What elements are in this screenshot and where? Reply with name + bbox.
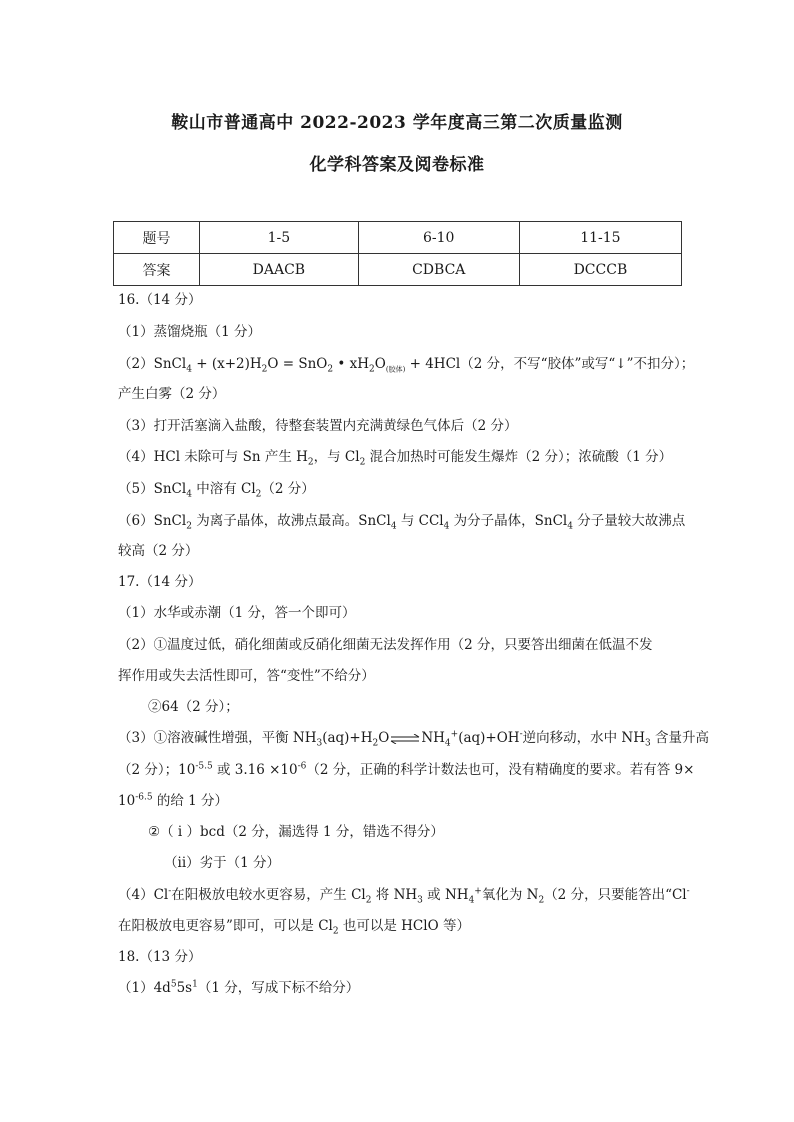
q16-part2-cont: 产生白雾（2 分） <box>118 386 226 402</box>
q16-heading: 16.（14 分） <box>118 292 202 308</box>
q17-part4: （4）Cl-在阳极放电较水更容易，产生 $Cl_2$ 将 $NH_3$ 或 $NH_4^+$氧化为 $N_2(2$ 分，只要能答出“Cl- <box>118 886 690 906</box>
q17-part3-cont2: $10^{-6.5}$ 的给 1 分） <box>118 792 229 809</box>
q16-part2: （2）SnCl$_4$ + $(x+2)H_2O = SnO_2$ • $xH_2O_{(胶体)} + 4HCl(2$ 分，不写“胶体”或写“↓”不扣分）； <box>118 356 695 375</box>
q18-part1: $(1)4d^55s^1(1$ 分，写成下标不给分） <box>118 979 360 996</box>
table-cell: 11-15 <box>519 222 681 254</box>
table-header-row <box>114 222 682 254</box>
q16-part3: （3）打开活塞滴入盐酸，待整套装置内充满黄绿色气体后（2 分） <box>118 418 518 434</box>
q16-part6: （6）SnCl$_2$ 为离子晶体，故沸点最高。SnCl$_4$ 与 CCl$_4$ 为分子晶体，SnCl$_4$ 分子量较大故沸点 <box>118 513 686 532</box>
answer-table <box>113 221 682 286</box>
table-cell: 答案 <box>114 254 200 286</box>
table-cell: CDBCA <box>358 254 519 286</box>
q17-part3-sub-i: ②（ i ）bcd（2 分，漏选得 1 分，错选不得分） <box>148 824 444 840</box>
q17-part2-sub2: ②64（2 分）； <box>148 699 239 715</box>
table-row <box>114 254 682 286</box>
q17-heading: 17.（14 分） <box>118 574 202 590</box>
table-cell: 6-10 <box>358 222 519 254</box>
q18-heading: 18.（13 分） <box>118 949 202 965</box>
equilibrium-arrow-icon <box>390 734 420 744</box>
table-cell: 1-5 <box>200 222 359 254</box>
q17-part3: （3）①溶液碱性增强，平衡 $NH_3(aq)+H_2O$ $NH_4^+(aq)+OH^-$逆向移动，水中 $NH_3$ 含量升高 <box>118 729 710 749</box>
table-cell: DAACB <box>200 254 359 286</box>
q16-part6-cont: 较高（2 分） <box>118 543 199 559</box>
document-subtitle: 化学科答案及阅卷标准 <box>309 155 485 175</box>
q17-part2: （2）①温度过低，硝化细菌或反硝化细菌无法发挥作用（2 分，只要答出细菌在低温不发 <box>118 637 653 653</box>
q16-part4: （4）HCl 未除可与 Sn 产生 $H_2$，与 $Cl_2$ 混合加热时可能发生爆炸（2 分）；浓硫酸（1 分） <box>118 449 673 468</box>
q17-part2-cont: 挥作用或失去活性即可，答“变性”不给分） <box>118 668 375 684</box>
q17-part3-cont: （2 分）；$10^{-5.5}$ 或 $3.16 \times 10^{-6}(2$ 分，正确的科学计数法也可，没有精确度的要求。若有答 9× <box>118 761 695 778</box>
document-title: 鞍山市普通高中 2022-2023 学年度高三第二次质量监测 <box>171 113 623 133</box>
q17-part1: （1）水华或赤潮（1 分，答一个即可） <box>118 605 356 621</box>
q16-part5: （5）SnCl$_4$ 中溶有 $Cl_2(2$ 分） <box>118 481 315 500</box>
q17-part4-cont: 在阳极放电更容易”即可，可以是 $Cl_2$ 也可以是 HClO 等） <box>118 918 470 937</box>
q16-part1: （1）蒸馏烧瓶（1 分） <box>118 324 261 340</box>
table-cell: DCCCB <box>519 254 681 286</box>
q17-part3-sub-ii: （ii）劣于（1 分） <box>164 855 281 871</box>
table-cell: 题号 <box>114 222 200 254</box>
